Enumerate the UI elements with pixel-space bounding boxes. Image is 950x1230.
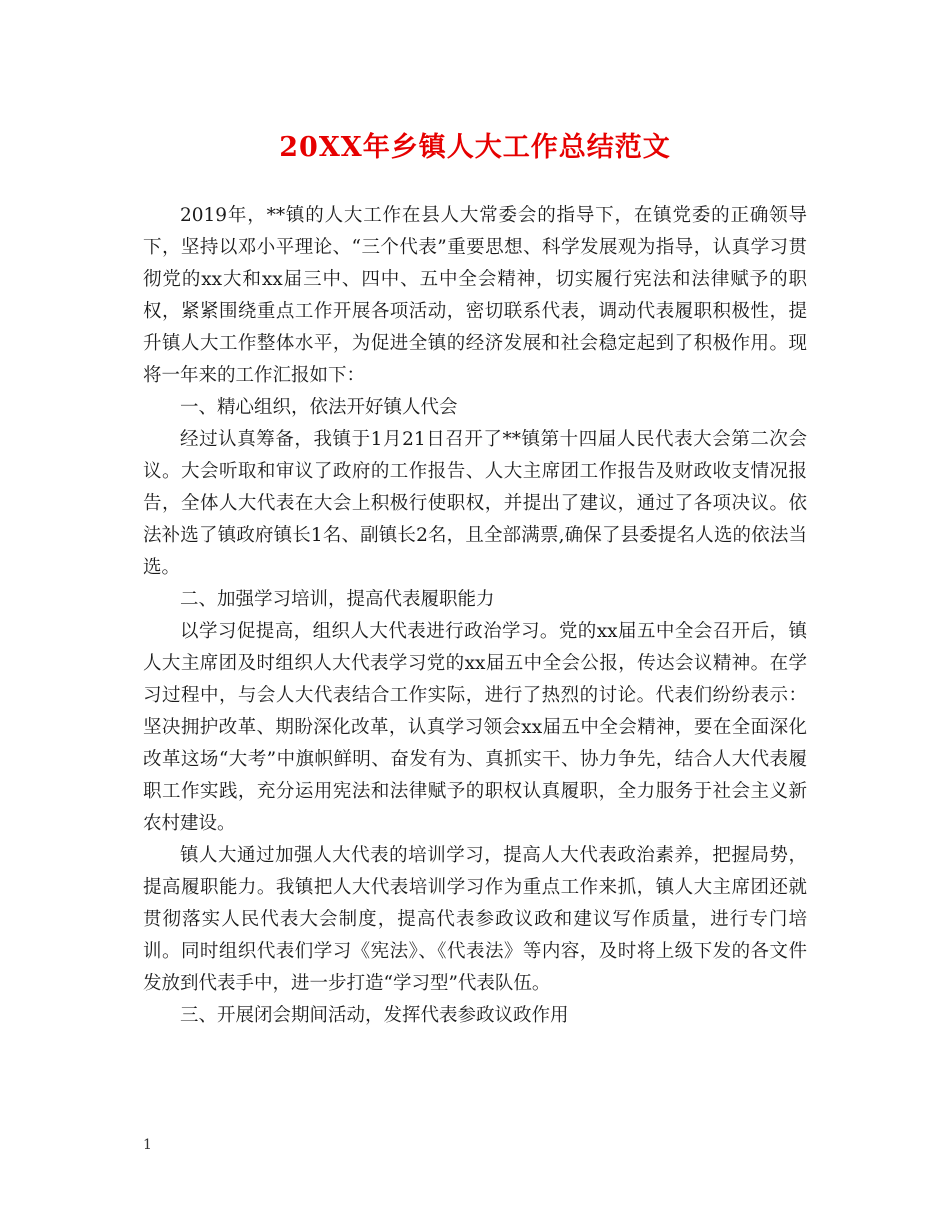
section-heading-1: 一、精心组织，依法开好镇人代会 [180,397,458,418]
paragraph-intro: 2019年，**镇的人大工作在县人大常委会的指导下，在镇党委的正确领导下，坚持以邓小平理论、“三个代表”重要思想、科学发展观为指导，认真学习贯彻党的xx大和xx届三中、四中、五中全会精神，切实履行宪法和法律赋予的职权，紧紧围绕重点工作开展各项活动，密切联系代表，调动代表履职积极性，提升镇人大工作整体水平，为促进全镇的经济发展和社会稳定起到了积极作用。现将一年来的工作汇报如下： [143,205,807,386]
document-title: 20XX年乡镇人大工作总结范文 [279,132,671,163]
section-heading-2: 二、加强学习培训，提高代表履职能力 [180,589,495,610]
section-heading-3: 三、开展闭会期间活动，发挥代表参政议政作用 [180,1005,569,1026]
paragraph-section-2a: 以学习促提高，组织人大代表进行政治学习。党的xx届五中全会召开后，镇人大主席团及时组织人大代表学习党的xx届五中全会公报，传达会议精神。在学习过程中，与会人大代表结合工作实际，进行了热烈的讨论。代表们纷纷表示：坚决拥护改革、期盼深化改革，认真学习领会xx届五中全会精神，要在全面深化改革这场“大考”中旗帜鲜明、奋发有为、真抓实干、协力争先，结合人大代表履职工作实践，充分运用宪法和法律赋予的职权认真履职，全力服务于社会主义新农村建设。 [143,621,807,834]
paragraph-section-1: 经过认真筹备，我镇于1月21日召开了**镇第十四届人民代表大会第二次会议。大会听取和审议了政府的工作报告、人大主席团工作报告及财政收支情况报告，全体人大代表在大会上积极行使职权，并提出了建议，通过了各项决议。依法补选了镇政府镇长1名、副镇长2名，且全部满票,确保了县委提名人选的依法当选。 [143,429,807,578]
paragraph-section-2b: 镇人大通过加强人大代表的培训学习，提高人大代表政治素养，把握局势，提高履职能力。我镇把人大代表培训学习作为重点工作来抓，镇人大主席团还就贯彻落实人民代表大会制度，提高代表参政议政和建议写作质量，进行专门培训。同时组织代表们学习《宪法》、《代表法》等内容，及时将上级下发的各文件发放到代表手中，进一步打造“学习型”代表队伍。 [143,845,807,994]
document-body [143,200,807,1032]
page-number: 1 [143,1137,152,1153]
